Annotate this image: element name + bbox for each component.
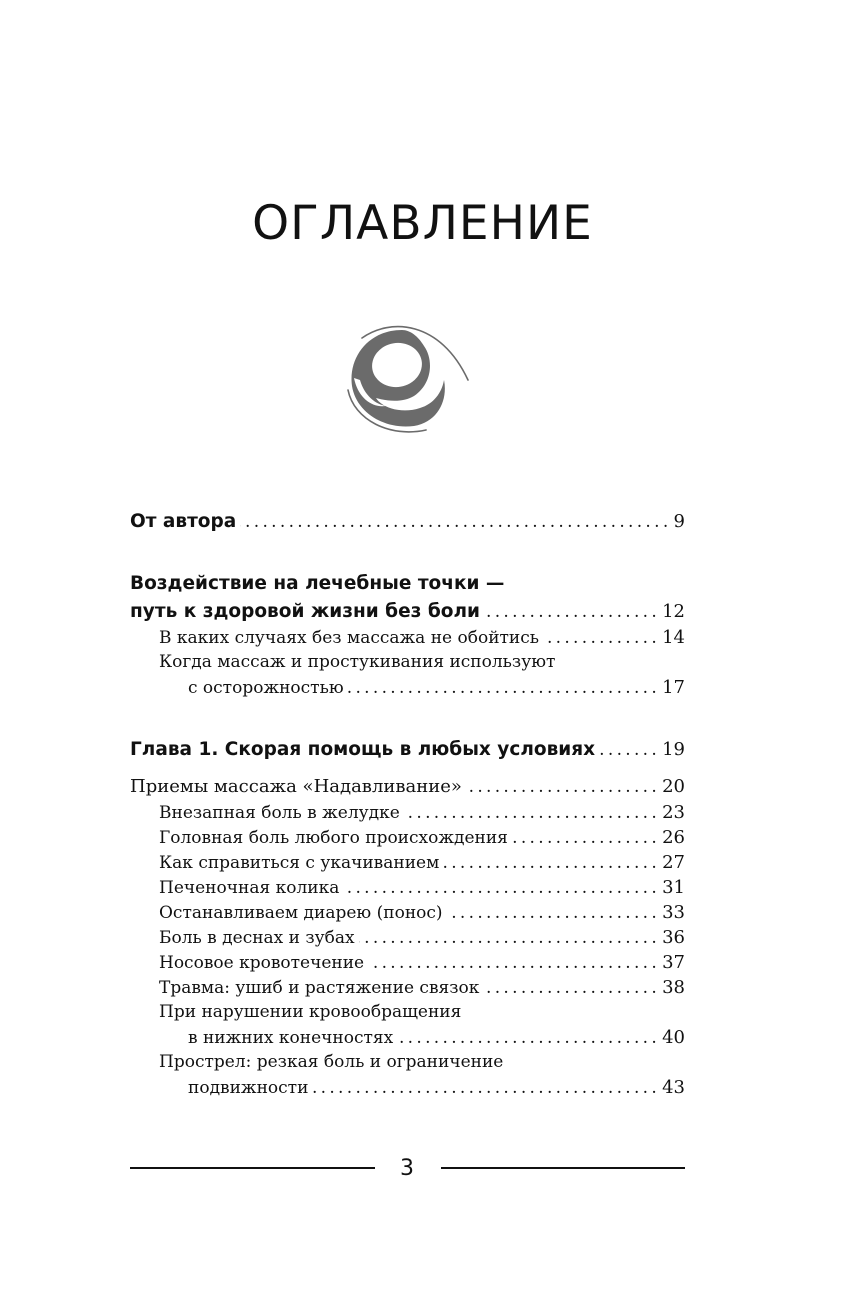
toc-entry-label-line1: При нарушении кровообращения: [159, 1002, 462, 1022]
toc-entry-page: 40: [662, 1027, 685, 1048]
toc-entry-page: 33: [662, 902, 685, 923]
leader-dots: [484, 602, 660, 622]
toc-entry-label: Останавливаем диарею (понос): [159, 903, 443, 923]
toc-entry-gum-tooth-pain[interactable]: [159, 927, 685, 948]
toc-entry-label: в нижних конечностях: [188, 1028, 394, 1048]
footer-rule-right: [441, 1167, 685, 1169]
toc-entry-page: 12: [662, 601, 685, 622]
leader-dots: [368, 953, 660, 973]
leader-dots: [466, 777, 660, 797]
toc-entry-healing-points[interactable]: [130, 601, 685, 622]
toc-entry-page: 38: [662, 977, 685, 998]
toc-entry-motion-sickness[interactable]: [159, 852, 685, 873]
toc-entry-page: 37: [662, 952, 685, 973]
toc-entry-label: Приемы массажа «Надавливание»: [130, 776, 462, 797]
leader-dots: [447, 903, 661, 923]
toc-entry-liver-colic[interactable]: [159, 877, 685, 898]
toc-entry-with-caution[interactable]: [188, 677, 685, 698]
leader-dots: [404, 803, 660, 823]
toc-entry-page: 17: [662, 677, 685, 698]
leader-dots: [343, 878, 660, 898]
leader-dots: [348, 678, 660, 698]
page-title: ОГЛАВЛЕНИЕ: [252, 196, 593, 251]
toc-entry-label: Боль в деснах и зубах: [159, 928, 355, 948]
toc-entry-from-author[interactable]: [130, 511, 685, 532]
leader-dots: [359, 928, 660, 948]
toc-entry-label-line1: Воздействие на лечебные точки —: [130, 573, 505, 594]
leader-dots: [543, 628, 660, 648]
toc-entry-label: путь к здоровой жизни без боли: [130, 601, 480, 622]
toc-entry-page: 9: [673, 511, 685, 532]
toc-entry-label: От автора: [130, 511, 237, 532]
leader-dots: [443, 853, 660, 873]
toc-entry-label: Печеночная колика: [159, 878, 340, 898]
toc-entry-stomach-pain[interactable]: [159, 802, 685, 823]
toc-entry-label: подвижности: [188, 1078, 309, 1098]
toc-entry-label-line1: Когда массаж и простукивания используют: [159, 652, 556, 672]
toc-entry-page: 31: [662, 877, 685, 898]
toc-entry-label: Головная боль любого происхождения: [159, 828, 508, 848]
leader-dots: [240, 512, 671, 532]
toc-entry-label: с осторожностью: [188, 678, 344, 698]
toc-entry-page: 23: [662, 802, 685, 823]
toc-entry-page: 36: [662, 927, 685, 948]
leader-dots: [483, 978, 660, 998]
leader-dots: [397, 1028, 660, 1048]
toc-entry-circulation[interactable]: [188, 1027, 685, 1048]
page-number: 3: [400, 1156, 414, 1181]
toc-entry-label: Внезапная боль в желудке: [159, 803, 400, 823]
leader-dots: [512, 828, 660, 848]
toc-entry-page: 14: [662, 627, 685, 648]
toc-entry-bruise-sprain[interactable]: [159, 977, 685, 998]
toc-entry-page: 26: [662, 827, 685, 848]
toc-entry-chapter-1[interactable]: [130, 739, 685, 760]
toc-entry-label: Глава 1. Скорая помощь в любых условиях: [130, 739, 596, 760]
toc-entry-page: 20: [662, 776, 685, 797]
toc-entry-diarrhea[interactable]: [159, 902, 685, 923]
toc-entry-page: 27: [662, 852, 685, 873]
toc-entry-label: Носовое кровотечение: [159, 953, 365, 973]
leader-dots: [312, 1078, 660, 1098]
toc-entry-page: 19: [662, 739, 685, 760]
toc-entry-nosebleed[interactable]: [159, 952, 685, 973]
swirl-ornament-icon: [340, 320, 475, 440]
toc-entry-lumbago[interactable]: [188, 1077, 685, 1098]
toc-entry-label: Как справиться с укачиванием: [159, 853, 440, 873]
toc-entry-headache[interactable]: [159, 827, 685, 848]
leader-dots: [599, 740, 660, 760]
footer-rule-left: [130, 1167, 375, 1169]
toc-entry-page: 43: [662, 1077, 685, 1098]
toc-entry-when-needed[interactable]: [159, 627, 685, 648]
toc-entry-label: В каких случаях без массажа не обойтись: [159, 628, 540, 648]
toc-entry-pressing-techniques[interactable]: [130, 776, 685, 797]
toc-entry-label: Травма: ушиб и растяжение связок: [159, 978, 480, 998]
toc-entry-label-line1: Прострел: резкая боль и ограничение: [159, 1052, 504, 1072]
